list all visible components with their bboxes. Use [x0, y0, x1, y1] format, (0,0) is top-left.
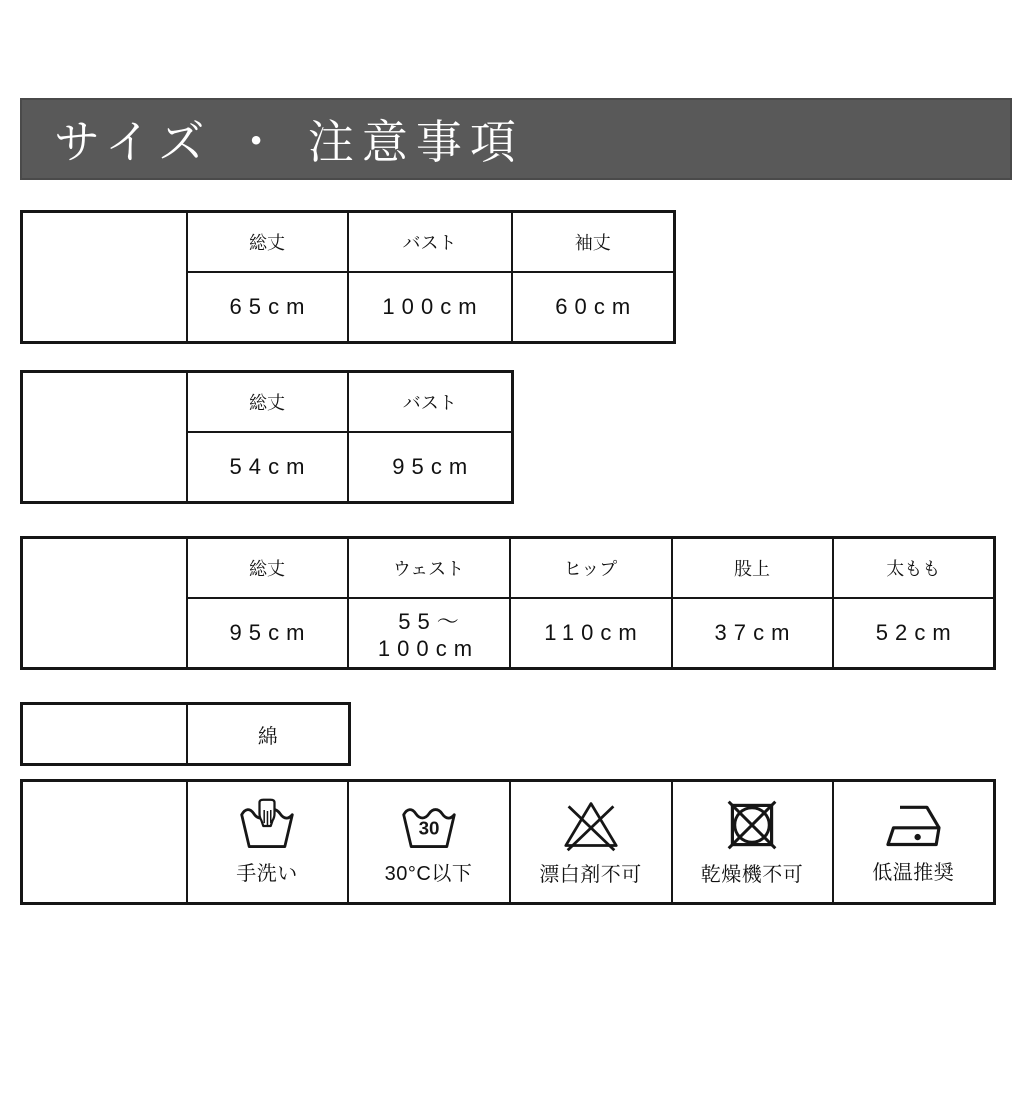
- material-value: 綿: [187, 704, 350, 765]
- column-header: ウェスト: [348, 538, 510, 599]
- size-value: 55～100cm: [348, 598, 510, 669]
- care-label: 低温推奨: [872, 862, 955, 884]
- size-value: 54cm: [187, 432, 348, 503]
- size-table-camisole: [20, 370, 514, 504]
- care-item-iron-low: [833, 781, 995, 904]
- page-title: サイズ ・ 注意事項: [54, 116, 524, 168]
- size-value: 65cm: [187, 272, 348, 343]
- care-item-wash-30: [348, 781, 510, 904]
- wash-temp-text: 30: [418, 817, 439, 839]
- size-value: 95cm: [187, 598, 348, 669]
- care-label: 30°C以下: [384, 863, 473, 885]
- size-value: 60cm: [512, 272, 675, 343]
- care-item-hand-wash: [187, 781, 348, 904]
- row-header-material: 素材: [22, 704, 187, 765]
- care-label: 乾燥機不可: [700, 864, 804, 886]
- title-banner: [20, 98, 1012, 180]
- column-header: 総丈: [187, 372, 348, 433]
- size-value: 100cm: [348, 272, 512, 343]
- size-value: 37cm: [672, 598, 833, 669]
- row-header-camisole: キャミソール: [22, 372, 187, 503]
- size-table-jacket: [20, 210, 676, 344]
- row-header-care: 注意: [22, 781, 187, 904]
- wash-30-icon: [399, 798, 459, 852]
- column-header: バスト: [348, 212, 512, 273]
- column-header: 太もも: [833, 538, 995, 599]
- row-header-bottoms: ボトムス: [22, 538, 187, 669]
- care-label: 手洗い: [236, 863, 298, 885]
- size-table-bottoms: [20, 536, 996, 670]
- column-header: 総丈: [187, 212, 348, 273]
- no-tumble-dry-icon: [724, 797, 780, 853]
- no-bleach-icon: [561, 797, 621, 853]
- column-header: バスト: [348, 372, 513, 433]
- column-header: 股上: [672, 538, 833, 599]
- care-item-no-tumble-dry: [672, 781, 833, 904]
- hand-wash-icon: [237, 798, 297, 852]
- iron-low-icon: [882, 799, 944, 851]
- size-value: 110cm: [510, 598, 672, 669]
- row-header-jacket: 上着: [22, 212, 187, 343]
- column-header: 総丈: [187, 538, 348, 599]
- column-header: 袖丈: [512, 212, 675, 273]
- size-value: 52cm: [833, 598, 995, 669]
- column-header: ヒップ: [510, 538, 672, 599]
- size-value: 95cm: [348, 432, 513, 503]
- care-item-no-bleach: [510, 781, 672, 904]
- material-table: [20, 702, 351, 766]
- care-label: 漂白剤不可: [539, 864, 642, 886]
- care-table: [20, 779, 996, 905]
